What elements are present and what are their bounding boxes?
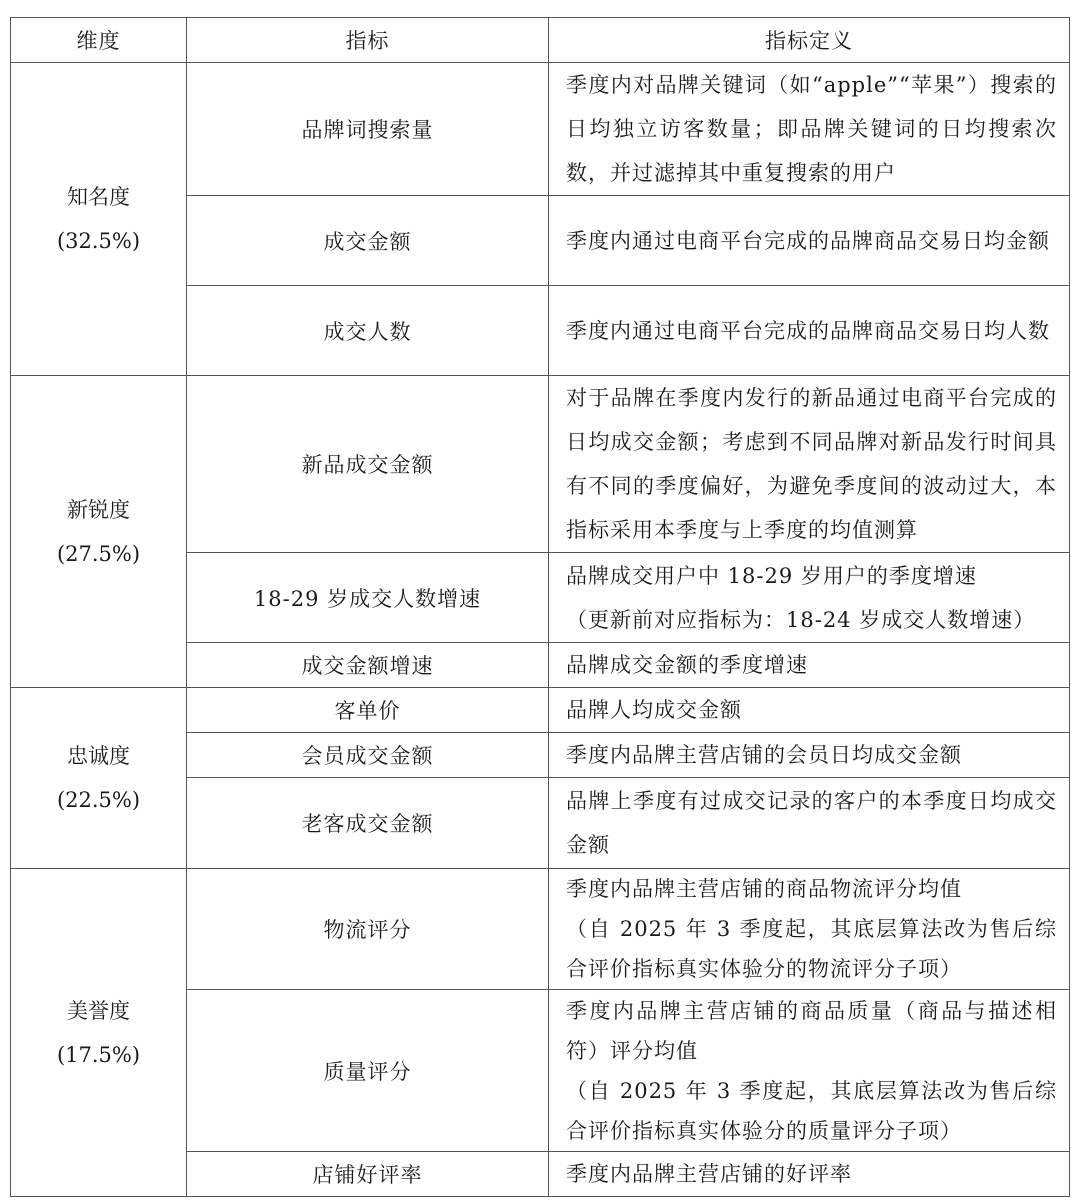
definition-text: 季度内品牌主营店铺的商品质量（商品与描述相符）评分均值 [566,998,1057,1063]
definition-cell: 品牌上季度有过成交记录的客户的本季度日均成交金额 [549,778,1070,869]
indicator-cell: 老客成交金额 [187,778,549,869]
definition-text: 品牌成交用户中 18-29 岁用户的季度增速 [566,563,977,588]
header-row [11,18,1070,63]
definition-cell: 季度内对品牌关键词（如“apple”“苹果”）搜索的日均独立访客数量；即品牌关键词的日均搜索次数，并过滤掉其中重复搜索的用户 [549,63,1070,196]
definition-cell: 对于品牌在季度内发行的新品通过电商平台完成的日均成交金额；考虑到不同品牌对新品发行时间具有不同的季度偏好，为避免季度间的波动过大，本指标采用本季度与上季度的均值测算 [549,376,1070,553]
dimension-name: 忠诚度 [67,744,130,768]
definition-cell: 季度内通过电商平台完成的品牌商品交易日均人数 [549,286,1070,376]
indicator-cell: 会员成交金额 [187,733,549,778]
definition-note: （自 2025 年 3 季度起，其底层算法改为售后综合评价指标真实体验分的物流评分子项） [566,917,1057,981]
definition-text: 季度内品牌主营店铺的商品物流评分均值 [566,877,962,901]
table-row [11,688,1070,733]
definition-cell: 品牌成交金额的季度增速 [549,643,1070,688]
dimension-cell [11,376,187,688]
indicator-cell: 店铺好评率 [187,1152,549,1197]
table-row [11,376,1070,553]
indicator-cell: 新品成交金额 [187,376,549,553]
definition-note: （自 2025 年 3 季度起，其底层算法改为售后综合评价指标真实体验分的质量评分子项） [566,1078,1057,1143]
indicator-cell: 成交人数 [187,286,549,376]
table-row [11,63,1070,196]
dimension-cell [11,869,187,1197]
definition-cell: 季度内品牌主营店铺的会员日均成交金额 [549,733,1070,778]
definition-cell: 季度内通过电商平台完成的品牌商品交易日均金额 [549,196,1070,286]
indicator-table [10,17,1070,1197]
header-indicator: 指标 [187,18,549,63]
dimension-cell [11,63,187,376]
dimension-name: 美誉度 [67,998,130,1023]
definition-cell: 季度内品牌主营店铺的好评率 [549,1152,1070,1197]
indicator-cell: 18-29 岁成交人数增速 [187,553,549,643]
indicator-cell: 成交金额 [187,196,549,286]
indicator-cell: 成交金额增速 [187,643,549,688]
dimension-weight: (27.5%) [56,541,141,566]
table-row [11,869,1070,990]
definition-cell [549,990,1070,1152]
indicator-cell: 质量评分 [187,990,549,1152]
definition-cell [549,553,1070,643]
definition-cell: 品牌人均成交金额 [549,688,1070,733]
indicator-cell: 物流评分 [187,869,549,990]
definition-cell [549,869,1070,990]
dimension-cell [11,688,187,869]
indicator-cell: 品牌词搜索量 [187,63,549,196]
definition-note: （更新前对应指标为：18-24 岁成交人数增速） [566,607,1036,632]
dimension-name: 新锐度 [67,497,130,522]
header-dimension: 维度 [11,18,187,63]
dimension-name: 知名度 [67,185,130,209]
dimension-weight: (32.5%) [56,229,141,253]
indicator-cell: 客单价 [187,688,549,733]
dimension-weight: (22.5%) [56,788,141,812]
dimension-weight: (17.5%) [56,1042,141,1067]
header-definition: 指标定义 [549,18,1070,63]
